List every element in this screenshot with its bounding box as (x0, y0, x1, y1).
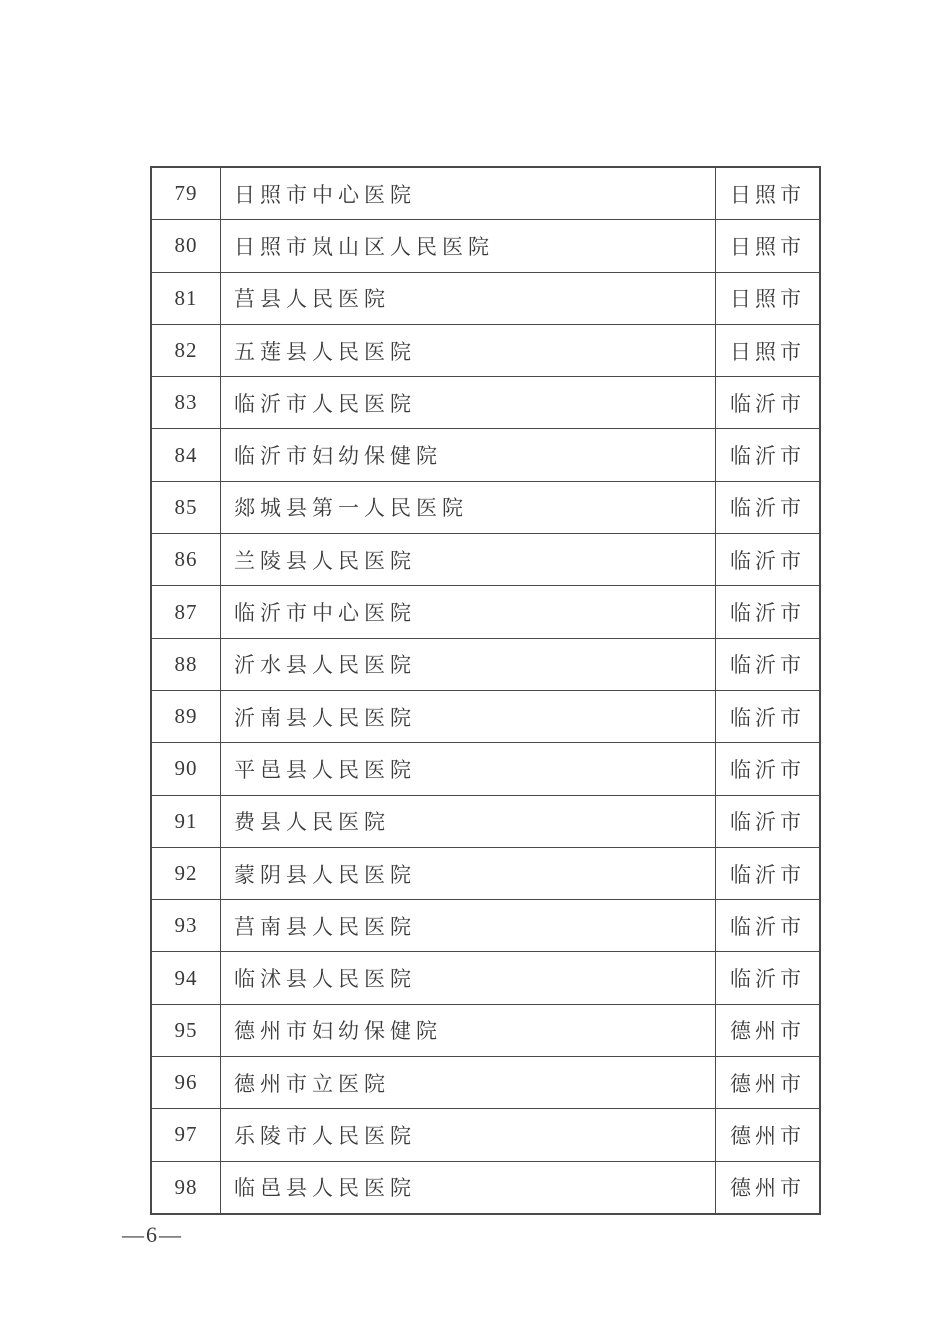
row-index-cell: 81 (151, 272, 221, 324)
hospital-name-cell: 费县人民医院 (221, 795, 716, 847)
hospital-name-cell: 平邑县人民医院 (221, 743, 716, 795)
city-name-cell: 日照市 (716, 272, 821, 324)
hospital-name-cell: 沂水县人民医院 (221, 638, 716, 690)
table-row (151, 534, 820, 586)
hospital-name-cell: 蒙阴县人民医院 (221, 847, 716, 899)
table-row (151, 1057, 820, 1109)
hospital-name-cell: 郯城县第一人民医院 (221, 481, 716, 533)
hospital-name-cell: 沂南县人民医院 (221, 690, 716, 742)
row-index-cell: 84 (151, 429, 221, 481)
hospital-name-cell: 德州市立医院 (221, 1057, 716, 1109)
city-name-cell: 临沂市 (716, 481, 821, 533)
row-index-cell: 98 (151, 1161, 221, 1214)
row-index-cell: 80 (151, 220, 221, 272)
table-row (151, 377, 820, 429)
hospital-table-body (151, 167, 820, 1214)
row-index-cell: 90 (151, 743, 221, 795)
hospital-name-cell: 临沂市中心医院 (221, 586, 716, 638)
row-index-cell: 88 (151, 638, 221, 690)
table-row (151, 324, 820, 376)
row-index-cell: 83 (151, 377, 221, 429)
table-row (151, 272, 820, 324)
row-index-cell: 93 (151, 900, 221, 952)
city-name-cell: 德州市 (716, 1057, 821, 1109)
row-index-cell: 86 (151, 534, 221, 586)
table-row (151, 1109, 820, 1161)
page-number: —6— (122, 1222, 183, 1247)
city-name-cell: 德州市 (716, 1004, 821, 1056)
row-index-cell: 82 (151, 324, 221, 376)
table-row (151, 690, 820, 742)
table-row (151, 952, 820, 1004)
hospital-name-cell: 临沂市人民医院 (221, 377, 716, 429)
city-name-cell: 临沂市 (716, 795, 821, 847)
hospital-name-cell: 临沂市妇幼保健院 (221, 429, 716, 481)
table-row (151, 795, 820, 847)
hospital-name-cell: 兰陵县人民医院 (221, 534, 716, 586)
city-name-cell: 临沂市 (716, 429, 821, 481)
city-name-cell: 临沂市 (716, 586, 821, 638)
city-name-cell: 临沂市 (716, 377, 821, 429)
city-name-cell: 日照市 (716, 220, 821, 272)
hospital-name-cell: 临沭县人民医院 (221, 952, 716, 1004)
row-index-cell: 85 (151, 481, 221, 533)
hospital-name-cell: 德州市妇幼保健院 (221, 1004, 716, 1056)
city-name-cell: 德州市 (716, 1161, 821, 1214)
row-index-cell: 79 (151, 167, 221, 220)
city-name-cell: 临沂市 (716, 534, 821, 586)
row-index-cell: 96 (151, 1057, 221, 1109)
city-name-cell: 德州市 (716, 1109, 821, 1161)
table-row (151, 167, 820, 220)
table-row (151, 481, 820, 533)
hospital-name-cell: 临邑县人民医院 (221, 1161, 716, 1214)
row-index-cell: 95 (151, 1004, 221, 1056)
city-name-cell: 临沂市 (716, 952, 821, 1004)
table-row (151, 847, 820, 899)
row-index-cell: 92 (151, 847, 221, 899)
city-name-cell: 日照市 (716, 324, 821, 376)
row-index-cell: 91 (151, 795, 221, 847)
hospital-name-cell: 日照市中心医院 (221, 167, 716, 220)
hospital-name-cell: 五莲县人民医院 (221, 324, 716, 376)
city-name-cell: 临沂市 (716, 743, 821, 795)
table-row (151, 1004, 820, 1056)
table-row (151, 429, 820, 481)
city-name-cell: 日照市 (716, 167, 821, 220)
hospital-name-cell: 日照市岚山区人民医院 (221, 220, 716, 272)
city-name-cell: 临沂市 (716, 638, 821, 690)
row-index-cell: 97 (151, 1109, 221, 1161)
hospital-name-cell: 莒县人民医院 (221, 272, 716, 324)
city-name-cell: 临沂市 (716, 847, 821, 899)
hospital-name-cell: 莒南县人民医院 (221, 900, 716, 952)
row-index-cell: 89 (151, 690, 221, 742)
row-index-cell: 94 (151, 952, 221, 1004)
hospital-name-cell: 乐陵市人民医院 (221, 1109, 716, 1161)
table-row (151, 743, 820, 795)
row-index-cell: 87 (151, 586, 221, 638)
city-name-cell: 临沂市 (716, 690, 821, 742)
table-row (151, 900, 820, 952)
table-row (151, 638, 820, 690)
city-name-cell: 临沂市 (716, 900, 821, 952)
table-row (151, 220, 820, 272)
hospital-table (150, 166, 821, 1215)
table-row (151, 586, 820, 638)
table-row (151, 1161, 820, 1214)
